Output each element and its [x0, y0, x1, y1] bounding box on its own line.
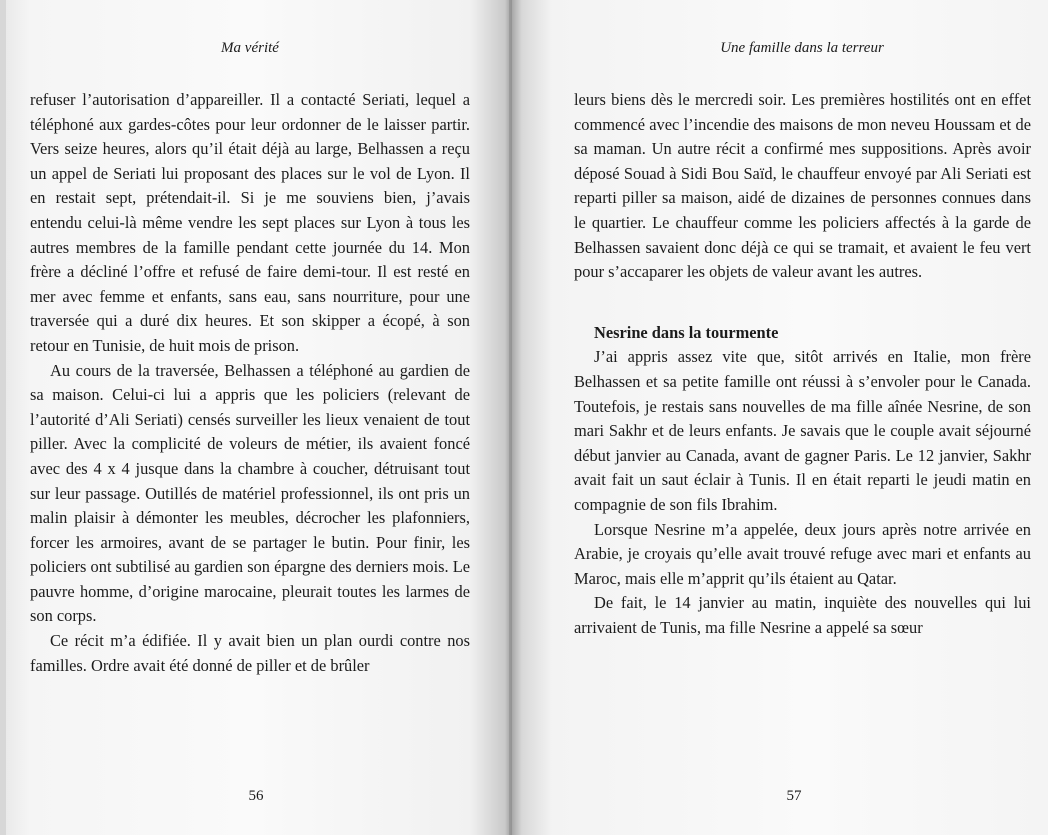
paragraph: refuser l’autorisation d’appareiller. Il a contacté Seriati, lequel a téléphoné aux gardes-côtes pour leur ordonner de le laisser partir. Vers seize heures, alors qu’il était déjà au large, Belhassen a reçu un appel de Seriati lui proposant des places sur le vol de Lyon. Il en restait sept, prétendait-il. Si je me souviens bien, j’avais entendu celui-là même vendre les sept places sur Lyon à tous les autres membres de la famille pendant cette journée du 14. Mon frère a décliné l’offre et refusé de faire demi-tour. Il est resté en mer avec femme et enfants, sans eau, sans nourriture, pour une traversée qui a duré dix heures. Et son skipper a écopé, à son retour en Tunisie, de huit mois de prison.: [30, 90, 470, 355]
paragraph: Ce récit m’a édifiée. Il y avait bien un plan ourdi contre nos familles. Ordre avait été donné de piller et de brûler: [30, 631, 470, 675]
left-page: [0, 0, 512, 835]
right-running-head: Une famille dans la terreur: [720, 40, 884, 56]
paragraph: leurs biens dès le mercredi soir. Les premières hostilités ont en effet commencé avec l’incendie des maisons de mon neveu Houssam et de sa maman. Un autre récit a confirmé mes suppositions. Après avoir déposé Souad à Sidi Bou Saïd, le chauffeur envoyé par Ali Seriati est reparti piller sa maison, aidé de dizaines de personnes connues dans le quartier. Le chauffeur comme les policiers affectés à la garde de Belhassen savaient donc déjà ce qui se tramait, et avaient le feu vert pour s’accaparer les objets de valeur avant les autres.: [574, 90, 1031, 282]
right-page-body: [574, 88, 1031, 640]
right-page-number: 57: [786, 788, 802, 804]
paragraph: De fait, le 14 janvier au matin, inquiète des nouvelles qui lui arrivaient de Tunis, ma fille Nesrine a appelé sa sœur: [574, 593, 1031, 637]
paragraph: J’ai appris assez vite que, sitôt arrivés en Italie, mon frère Belhassen et sa petite famille ont réussi à s’envoler pour le Canada. Toutefois, je restais sans nouvelles de ma fille aînée Nesrine, de son mari Sakhr et de leurs enfants. Je savais que le couple avait séjourné début janvier au Canada, avant de gagner Paris. Le 12 janvier, Sakhr avait fait un saut éclair à Tunis. Il en était reparti le jeudi matin en compagnie de son fils Ibrahim.: [574, 347, 1031, 514]
left-page-number: 56: [248, 788, 264, 804]
section-heading: Nesrine dans la tourmente: [594, 322, 779, 342]
left-page-body: [30, 88, 470, 678]
left-running-head: Ma vérité: [221, 40, 279, 56]
page-edge-shadow: [0, 0, 6, 835]
right-page: [512, 0, 1048, 835]
paragraph: Lorsque Nesrine m’a appelée, deux jours après notre arrivée en Arabie, je croyais qu’elle avait trouvé refuge avec mari et enfants au Maroc, mais elle m’apprit qu’ils étaient au Qatar.: [574, 519, 1031, 588]
paragraph: Au cours de la traversée, Belhassen a téléphoné au gardien de sa maison. Celui-ci lui a appris que les policiers (relevant de l’autorité d’Ali Seriati) censés surveiller les lieux venaient de tout piller. Avec la complicité de voleurs de métier, ils avaient foncé avec des 4 x 4 jusque dans la chambre à coucher, détruisant tout sur leur passage. Outillés de matériel professionnel, ils ont pris un malin plaisir à démonter les meubles, décrocher les plafonniers, forcer les armoires, avant de se partager le butin. Pour finir, les policiers ont subtilisé au gardien son épargne des derniers mois. Le pauvre homme, d’origine marocaine, pleurait toutes les larmes de son corps.: [30, 360, 470, 626]
